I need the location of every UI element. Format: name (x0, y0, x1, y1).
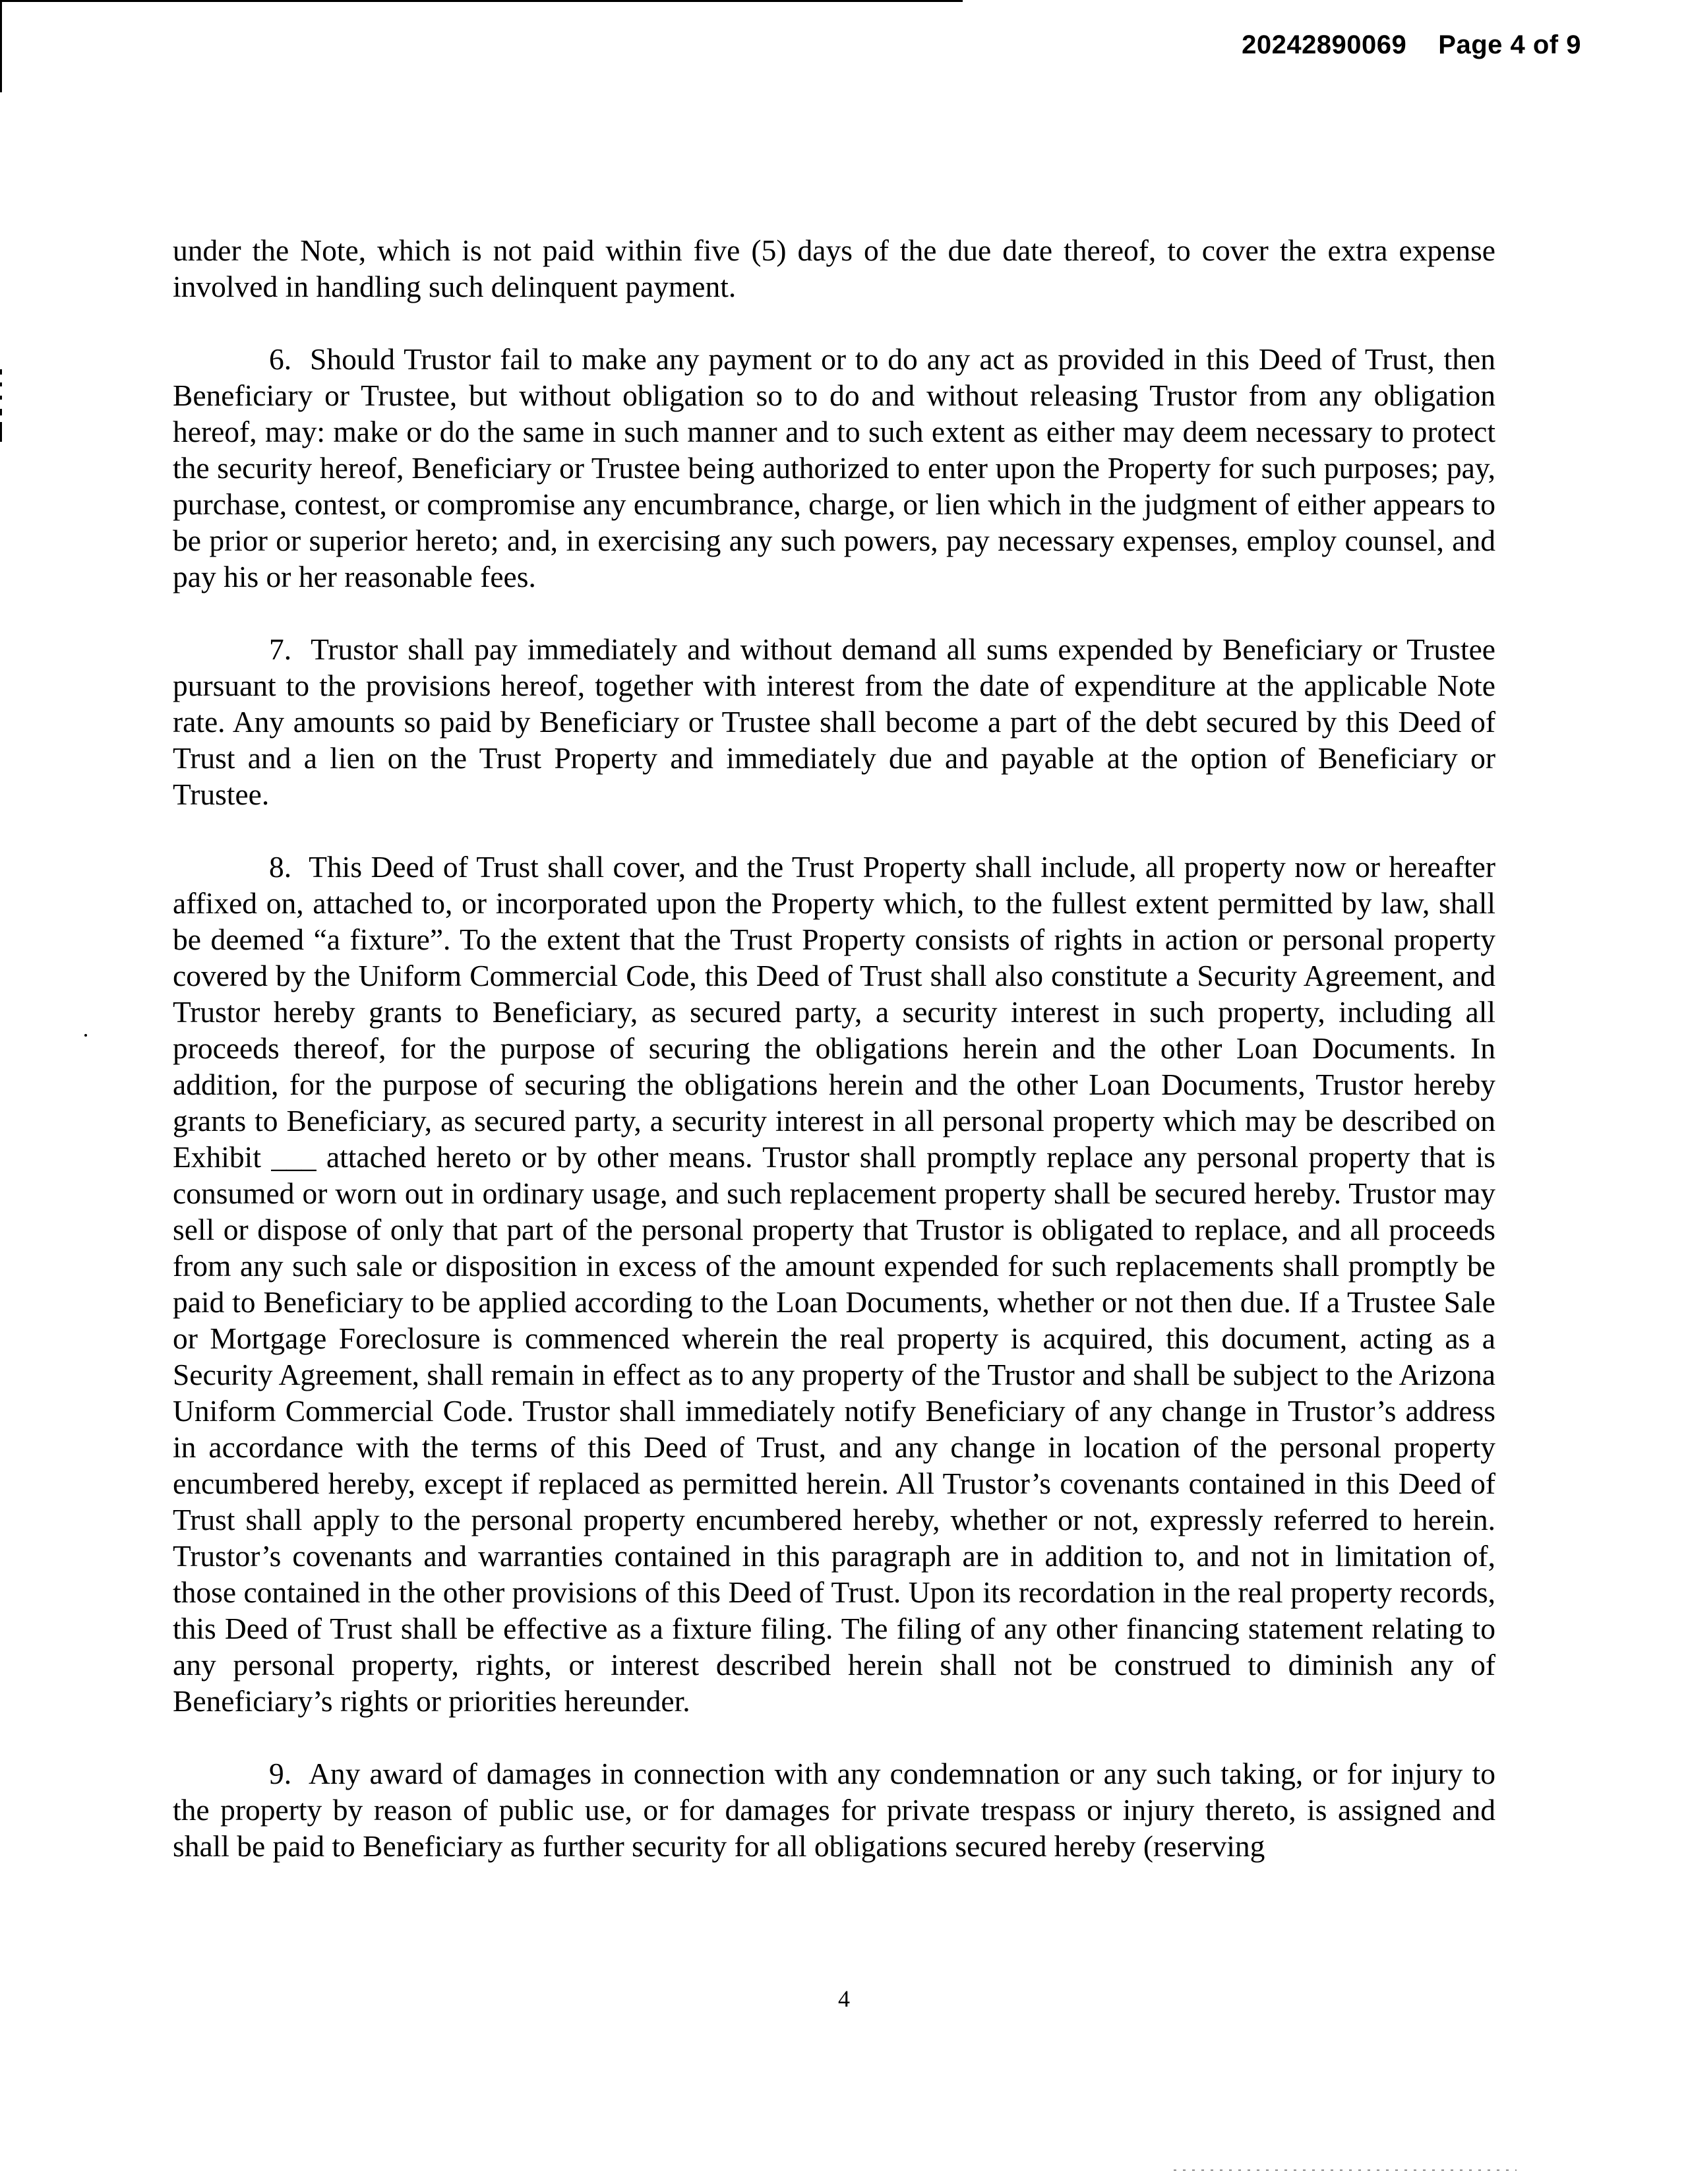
scan-mark (0, 396, 2, 400)
scan-noise (1174, 2169, 1517, 2171)
scan-border-top (0, 0, 963, 2)
scan-mark (0, 409, 2, 415)
paragraph-6 (173, 341, 1495, 595)
paragraph-number: 6. (269, 342, 292, 376)
scan-border-left (0, 0, 2, 92)
paragraph-text: Trustor shall pay immediately and without demand all sums expended by Beneficiary or Trustee pursuant to the provisions hereof, together with interest from the date of expenditure at the applicable Note rate. Any amounts so paid by Beneficiary or Trustee shall become a part of the debt secured by this Deed of Trust and a lien on the Trust Property and immediately due and payable at the option of Beneficiary or Trustee. (173, 632, 1495, 811)
document-body (173, 232, 1495, 1864)
scan-speck (84, 1034, 87, 1037)
paragraph-text: under the Note, which is not paid within five (5) days of the due date thereof, to cover the extra expense involved in handling such delinquent payment. (173, 233, 1495, 303)
paragraph-number: 8. (269, 850, 292, 884)
paragraph-number: 9. (269, 1757, 292, 1790)
recording-stamp (1242, 30, 1581, 60)
paragraph-number: 7. (269, 632, 292, 666)
paragraph-text: Should Trustor fail to make any payment or to do any act as provided in this Deed of Trust, then Beneficiary or Trustee, but without obligation so to do and without releasing Trustor from any obligation hereof, may: make or do the same in such manner and to such extent as either may deem necessary to protect the security hereof, Beneficiary or Trustee being authorized to enter upon the Property for such purposes; pay, purchase, contest, or compromise any encumbrance, charge, or lien which in the judgment of either appears to be prior or superior hereto; and, in exercising any such powers, pay necessary expenses, employ counsel, and pay his or her reasonable fees. (173, 342, 1495, 593)
scan-mark (0, 382, 2, 386)
scan-mark (0, 369, 2, 375)
paragraph-text: This Deed of Trust shall cover, and the Trust Property shall include, all property now or hereafter affixed on, attached to, or incorporated upon the Property which, to the fullest extent permitted by law, shall be deemed “a fixture”. To the extent that the Trust Property consists of rights in action or personal property covered by the Uniform Commercial Code, this Deed of Trust shall also constitute a Security Agreement, and Trustor hereby grants to Beneficiary, as secured party, a security interest in such property, including all proceeds thereof, for the purpose of securing the obligations herein and the other Loan Documents. In addition, for the purpose of securing the obligations herein and the other Loan Documents, Trustor hereby grants to Beneficiary, as secured party, a security interest in all personal property which may be described on Exhibit ___ attached hereto or by other means. Trustor shall promptly replace any personal property that is consumed or worn out in ordinary usage, and such replacement property shall be secured hereby. Trustor may sell or dispose of only that part of the personal property that Trustor is obligated to replace, and all proceeds from any such sale or disposition in excess of the amount expended for such replacements shall promptly be paid to Beneficiary to be applied according to the Loan Documents, whether or not then due. If a Trustee Sale or Mortgage Foreclosure is commenced wherein the real property is acquired, this document, acting as a Security Agreement, shall remain in effect as to any property of the Trustor and shall be subject to the Arizona Uniform Commercial Code. Trustor shall immediately notify Beneficiary of any change in Trustor’s address in accordance with the terms of this Deed of Trust, and any change in location of the personal property encumbered hereby, except if replaced as permitted herein. All Trustor’s covenants contained in this Deed of Trust shall apply to the personal property encumbered hereby, whether or not, expressly referred to herein. Trustor’s covenants and warranties contained in this paragraph are in addition to, and not in limitation of, those contained in the other provisions of this Deed of Trust. Upon its recordation in the real property records, this Deed of Trust shall be effective as a fixture filing. The filing of any other financing statement relating to any personal property, rights, or interest described herein shall not be construed to diminish any of Beneficiary’s rights or priorities hereunder. (173, 850, 1496, 1718)
paragraph-8 (173, 849, 1495, 1719)
paragraph-text: Any award of damages in connection with any condemnation or any such taking, or for injury to the property by reason of public use, or for damages for private trespass or injury thereto, is assigned and shall be paid to Beneficiary as further security for all obligations secured hereby (reserving (173, 1757, 1495, 1863)
scan-mark (0, 422, 2, 442)
page-number: 4 (838, 1986, 850, 2012)
paragraph-9 (173, 1755, 1495, 1864)
page-label: Page 4 of 9 (1438, 30, 1581, 59)
paragraph-continuation (173, 232, 1495, 305)
document-number: 20242890069 (1242, 30, 1407, 59)
paragraph-7 (173, 631, 1495, 812)
